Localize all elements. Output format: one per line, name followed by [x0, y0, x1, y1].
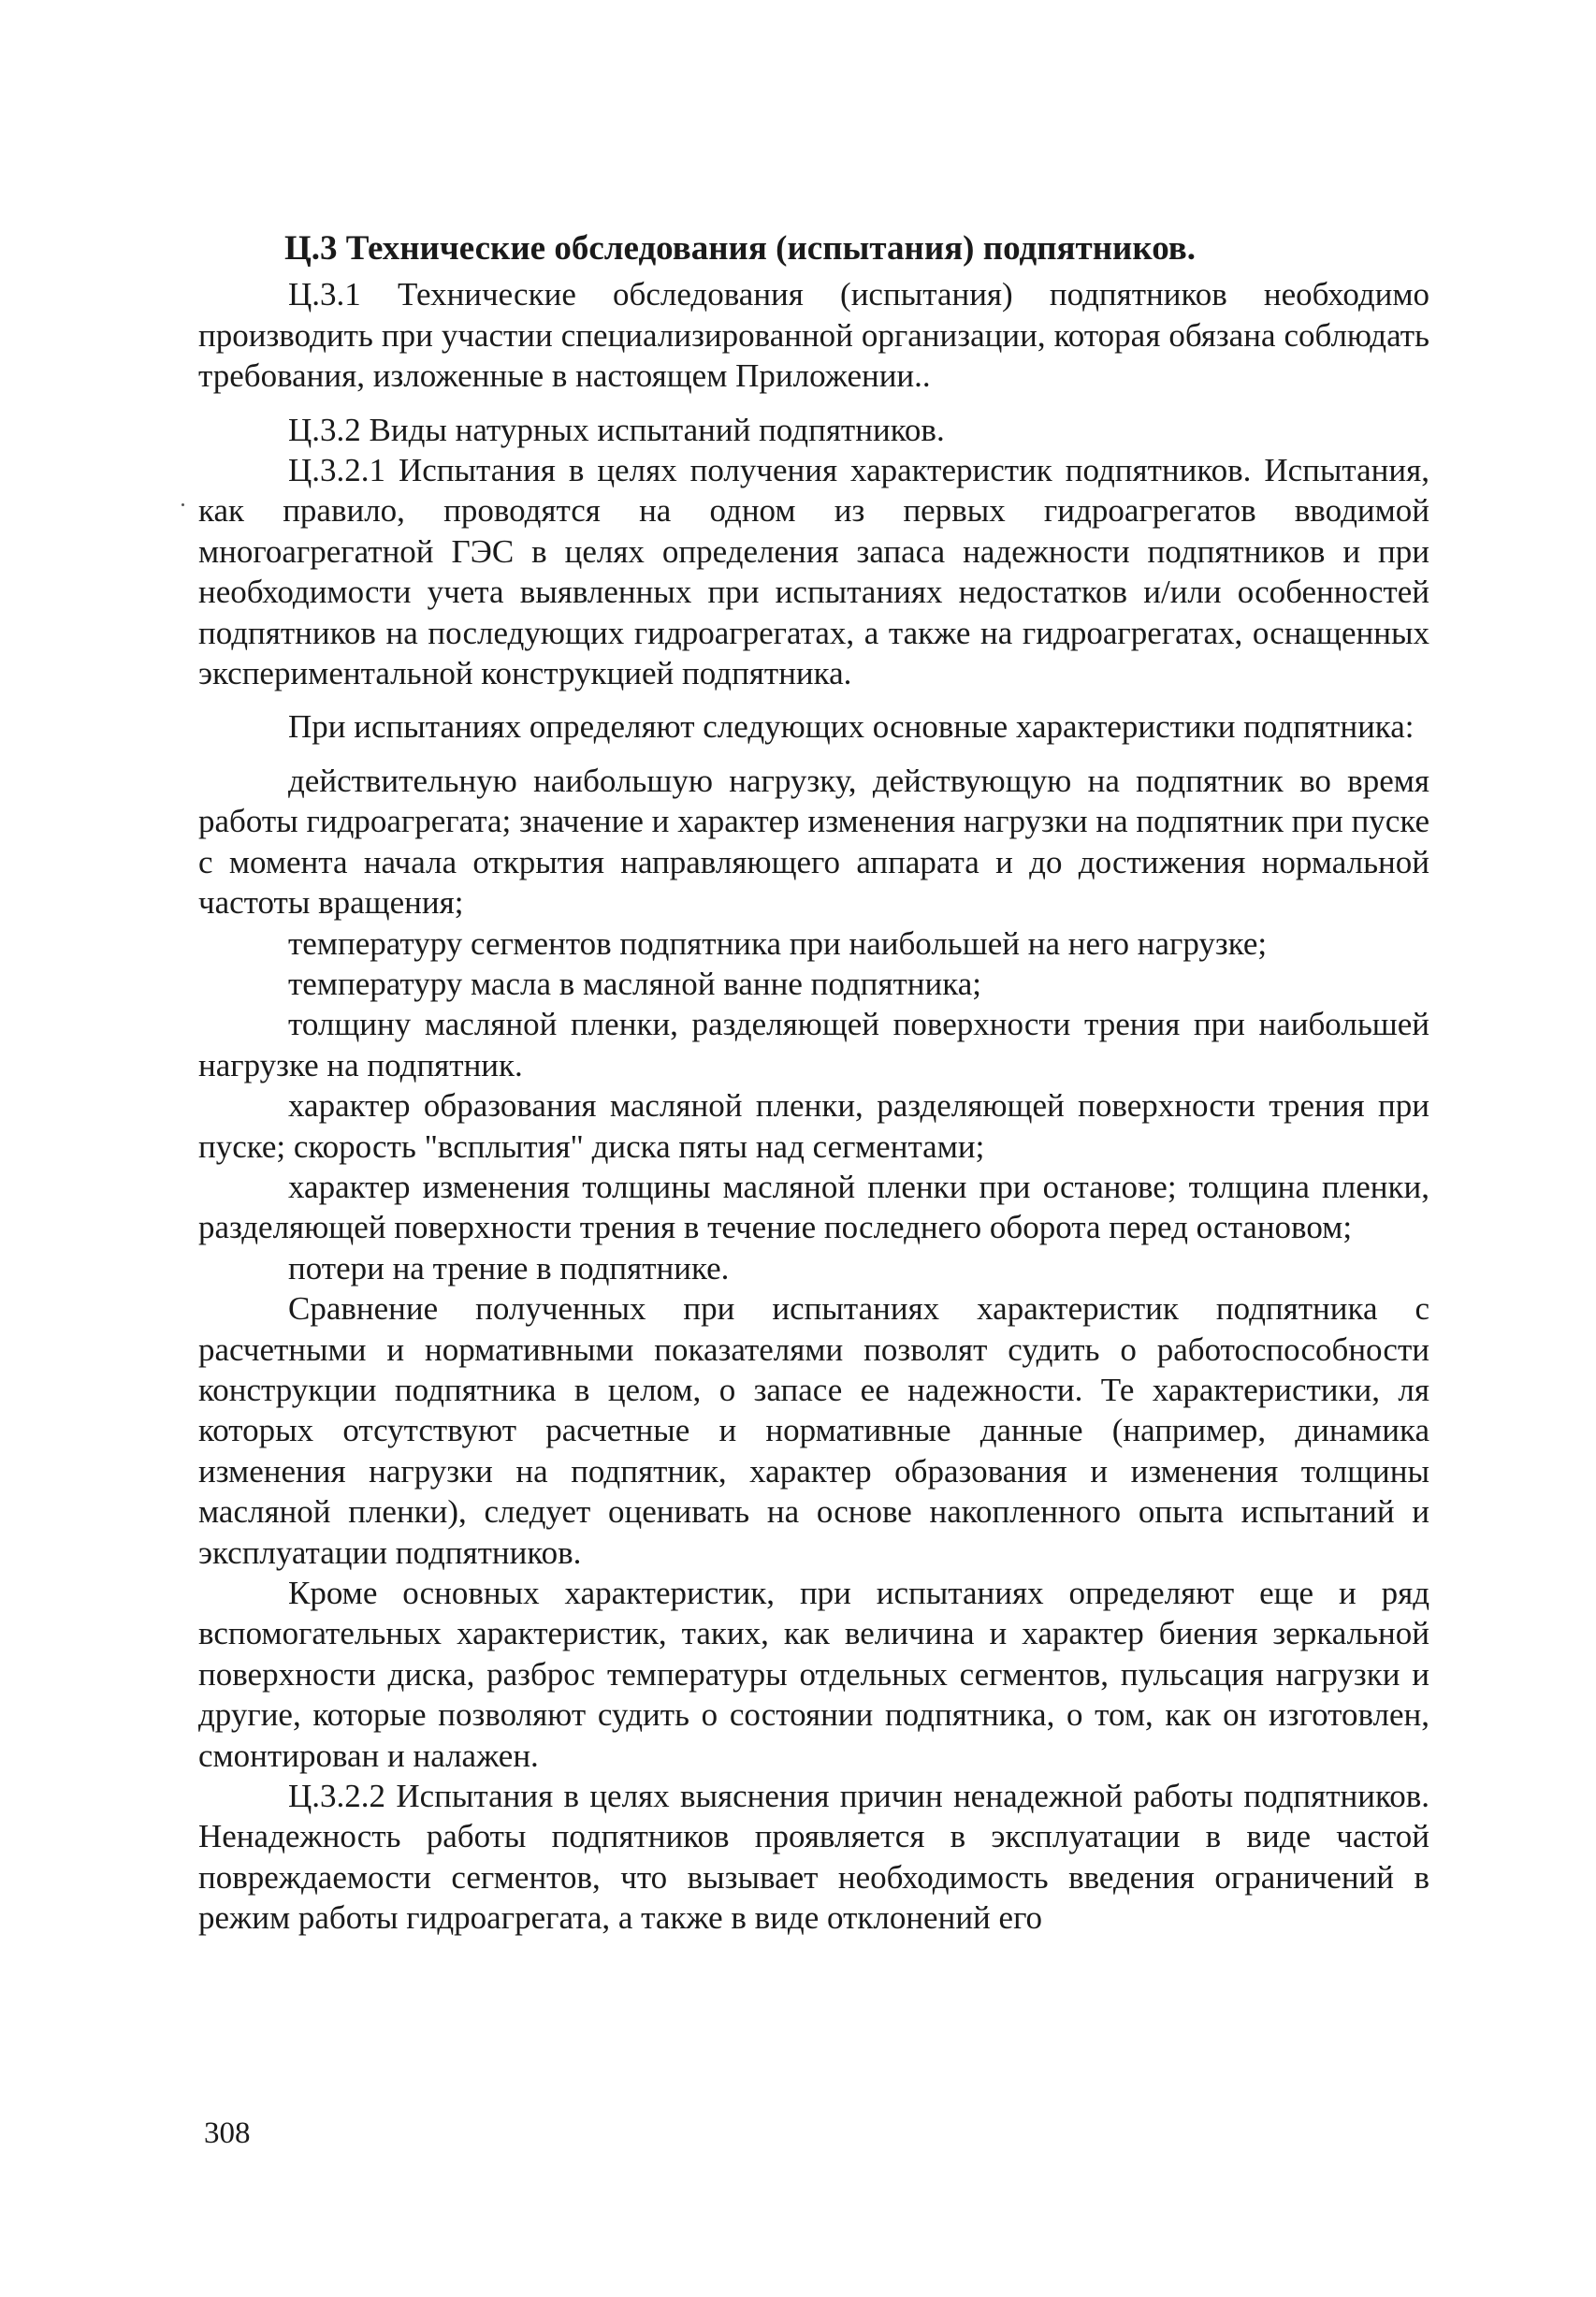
scan-artifact-dot: [181, 503, 184, 506]
paragraph-c-3-1: Ц.3.1 Технические обследования (испытания) подпятников необходимо производить при участии специализированной организации, которая обязана соблюдать требования, изложенные в настоящем Приложении..: [198, 276, 1429, 395]
list-item-oil-temperature: температуру масла в масляной ванне подпятника;: [288, 965, 981, 1002]
paragraph-auxiliary-characteristics: Кроме основных характеристик, при испытаниях определяют еще и ряд вспомогательных характеристик, таких, как величина и характер биения зеркальной поверхности диска, разброс температуры отдельных сегментов, пульсация нагрузки и другие, которые позволяют судить о состоянии подпятника, о том, как он изготовлен, смонтирован и налажен.: [198, 1575, 1429, 1774]
list-item-oil-film-thickness: толщину масляной пленки, разделяющей поверхности трения при наибольшей нагрузке на подпятник.: [198, 1006, 1429, 1083]
list-item-friction-losses: потери на трение в подпятнике.: [288, 1249, 730, 1287]
paragraph-characteristics-intro: При испытаниях определяют следующих основные характеристики подпятника:: [288, 708, 1415, 746]
list-item-oil-film-stop: характер изменения толщины масляной пленки при останове; толщина пленки, разделяющей поверхности трения в течение последнего оборота перед остановом;: [198, 1168, 1429, 1246]
list-item-load: действительную наибольшую нагрузку, действующую на подпятник во время работы гидроагрегата; значение и характер изменения нагрузки на подпятник при пуске с момента начала открытия направляющего аппарата и до достижения нормальной частоты вращения;: [198, 762, 1429, 922]
paragraph-c-3-2-2: Ц.3.2.2 Испытания в целях выяснения причин ненадежной работы подпятников. Ненадежность работы подпятников проявляется в эксплуатации в виде частой повреждаемости сегментов, что вызывает необходимость введения ограничений в режим работы гидроагрегата, а также в виде отклонений его: [198, 1778, 1429, 1937]
paragraph-c-3-2-1: Ц.3.2.1 Испытания в целях получения характеристик подпятников. Испытания, как правило, проводятся на одном из первых гидроагрегатов вводимой многоагрегатной ГЭС в целях определения запаса надежности подпятников и при необходимости учета выявленных при испытаниях недостатков и/или особенностей подпятников на последующих гидроагрегатах, а также на гидроагрегатах, оснащенных экспериментальной конструкцией подпятника.: [198, 452, 1429, 692]
page-number: 308: [204, 2116, 251, 2150]
paragraph-comparison: Сравнение полученных при испытаниях характеристик подпятника с расчетными и нормативными показателями позволят судить о работоспособности конструкции подпятника в целом, о запасе ее надежности. Те характеристики, ля которых отсутствуют расчетные и нормативные данные (например, динамика изменения нагрузки на подпятник, характер образования и изменения толщины масляной пленки), следует оценивать на основе накопленного опыта испытаний и эксплуатации подпятников.: [198, 1290, 1429, 1571]
paragraph-c-3-2: Ц.3.2 Виды натурных испытаний подпятников.: [288, 411, 945, 448]
list-item-segment-temperature: температуру сегментов подпятника при наибольшей на него нагрузке;: [288, 924, 1268, 962]
list-item-oil-film-formation: характер образования масляной пленки, разделяющей поверхности трения при пуске; скорость "всплытия" диска пяты над сегментами;: [198, 1087, 1429, 1165]
document-body: [198, 228, 1429, 1939]
section-heading: Ц.3 Технические обследования (испытания) подпятников.: [284, 229, 1197, 268]
